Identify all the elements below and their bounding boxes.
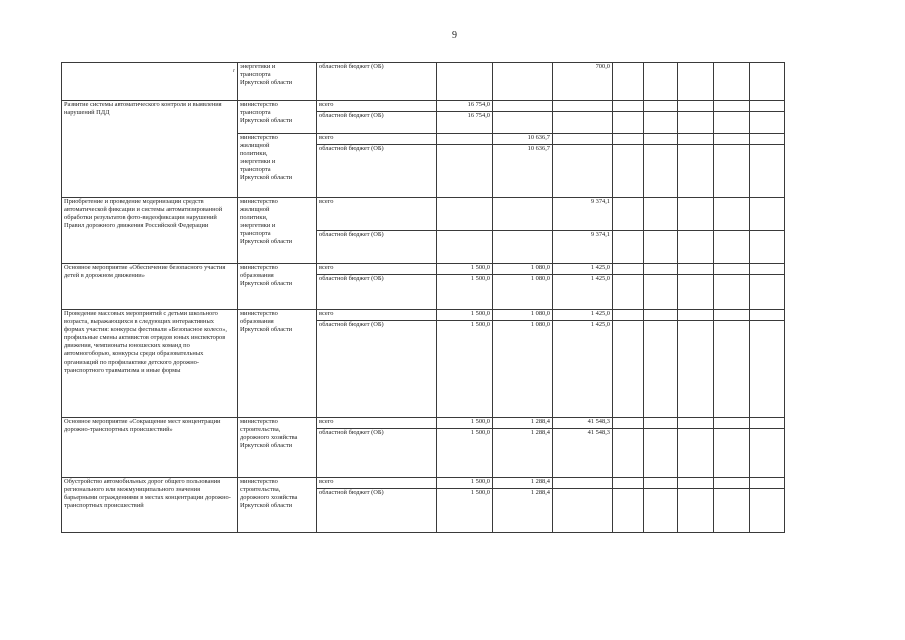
event-cell: Обустройство автомобильных дорог общего пользования регионального или межмуниципального значения барьерными ограждениями в местах концентрации дорожно-транспортных происшествий: [62, 478, 238, 533]
page-number: 9: [452, 30, 457, 41]
value-cell: 1 288,4: [493, 418, 553, 429]
value-cell: 1 500,0: [437, 275, 493, 310]
table-row: [62, 264, 785, 275]
empty-cell: [750, 310, 785, 321]
empty-cell: [678, 101, 714, 112]
empty-cell: [714, 321, 750, 418]
executor-cell: министерство жилищной политики, энергетики и транспорта Иркутской области: [238, 198, 317, 264]
value-cell: 1 500,0: [437, 310, 493, 321]
empty-cell: [644, 310, 678, 321]
empty-cell: [644, 321, 678, 418]
value-cell: [553, 101, 613, 112]
empty-cell: [678, 145, 714, 198]
value-cell: 9 374,1: [553, 198, 613, 231]
value-cell: [437, 231, 493, 264]
empty-cell: [678, 134, 714, 145]
value-cell: 1 500,0: [437, 429, 493, 478]
empty-cell: [613, 478, 644, 489]
executor-cell: министерство строительства, дорожного хозяйства Иркутской области: [238, 478, 317, 533]
empty-cell: [714, 101, 750, 112]
empty-cell: [613, 101, 644, 112]
source-cell: областной бюджет (ОБ): [317, 429, 437, 478]
empty-cell: [678, 321, 714, 418]
value-cell: [437, 134, 493, 145]
empty-cell: [750, 198, 785, 231]
value-cell: 1 500,0: [437, 478, 493, 489]
value-cell: [553, 489, 613, 533]
empty-cell: [644, 63, 678, 101]
executor-cell: министерство жилищной политики, энергетики и транспорта Иркутской области: [238, 134, 317, 198]
source-cell: всего: [317, 264, 437, 275]
value-cell: [493, 112, 553, 134]
empty-cell: [714, 231, 750, 264]
empty-cell: [613, 112, 644, 134]
source-cell: всего: [317, 134, 437, 145]
event-cell: Проведение массовых мероприятий с детьми школьного возраста, выражающихся в следующих интерактивных формах участия: конкурсы фестивали «Безопасное колесо», профильные смены активистов отрядов юных инспекторов движения, чемпионаты юношеских команд по автомногоборью, конкурсы среди образовательных организаций по профилактике детского дорожно-транспортного травматизма и иные формы: [62, 310, 238, 418]
executor-cell: министерство транспорта Иркутской области: [238, 101, 317, 134]
executor-cell: министерство образования Иркутской области: [238, 310, 317, 418]
empty-cell: [644, 112, 678, 134]
value-cell: 1 500,0: [437, 321, 493, 418]
table-row: [62, 310, 785, 321]
executor-cell: министерство образования Иркутской области: [238, 264, 317, 310]
value-cell: 1 288,4: [493, 489, 553, 533]
value-cell: 41 548,3: [553, 429, 613, 478]
value-cell: 1 500,0: [437, 489, 493, 533]
source-cell: областной бюджет (ОБ): [317, 145, 437, 198]
empty-cell: [678, 310, 714, 321]
source-cell: областной бюджет (ОБ): [317, 63, 437, 101]
source-cell: областной бюджет (ОБ): [317, 231, 437, 264]
value-cell: 1 080,0: [493, 275, 553, 310]
empty-cell: [613, 489, 644, 533]
empty-cell: [714, 112, 750, 134]
table-row: [62, 198, 785, 231]
event-cell: Основное мероприятие «Сокращение мест концентрации дорожно-транспортных происшествий»: [62, 418, 238, 478]
event-cell: Развитие системы автоматического контроля и выявления нарушений ПДД: [62, 101, 238, 198]
table-row: [62, 418, 785, 429]
empty-cell: [750, 489, 785, 533]
empty-cell: [750, 101, 785, 112]
source-cell: областной бюджет (ОБ): [317, 321, 437, 418]
empty-cell: [613, 134, 644, 145]
empty-cell: [714, 489, 750, 533]
value-cell: [553, 478, 613, 489]
value-cell: [437, 145, 493, 198]
empty-cell: [750, 63, 785, 101]
source-cell: всего: [317, 310, 437, 321]
event-cell: [62, 63, 238, 101]
executor-cell: энергетики и транспорта Иркутской области: [238, 63, 317, 101]
value-cell: [493, 101, 553, 112]
empty-cell: [613, 418, 644, 429]
empty-cell: [750, 418, 785, 429]
empty-cell: [678, 112, 714, 134]
empty-cell: [750, 264, 785, 275]
value-cell: 1 500,0: [437, 418, 493, 429]
value-cell: [437, 198, 493, 231]
empty-cell: [714, 63, 750, 101]
empty-cell: [714, 145, 750, 198]
empty-cell: [613, 264, 644, 275]
row-mark: г: [232, 69, 235, 74]
source-cell: всего: [317, 418, 437, 429]
value-cell: 1 425,0: [553, 321, 613, 418]
empty-cell: [678, 275, 714, 310]
source-cell: областной бюджет (ОБ): [317, 275, 437, 310]
value-cell: [493, 231, 553, 264]
event-cell: Основное мероприятие «Обеспечение безопасного участия детей в дорожном движении»: [62, 264, 238, 310]
value-cell: 1 425,0: [553, 264, 613, 275]
value-cell: 10 636,7: [493, 145, 553, 198]
empty-cell: [613, 231, 644, 264]
table-row: [62, 478, 785, 489]
source-cell: областной бюджет (ОБ): [317, 112, 437, 134]
value-cell: 700,0: [553, 63, 613, 101]
empty-cell: [678, 478, 714, 489]
value-cell: 9 374,1: [553, 231, 613, 264]
value-cell: 1 500,0: [437, 264, 493, 275]
budget-table: [61, 62, 785, 533]
value-cell: [437, 63, 493, 101]
empty-cell: [678, 63, 714, 101]
empty-cell: [678, 198, 714, 231]
value-cell: 1 288,4: [493, 478, 553, 489]
empty-cell: [613, 310, 644, 321]
empty-cell: [678, 429, 714, 478]
source-cell: областной бюджет (ОБ): [317, 489, 437, 533]
empty-cell: [644, 275, 678, 310]
empty-cell: [750, 321, 785, 418]
value-cell: [553, 112, 613, 134]
table-row: [62, 101, 785, 112]
value-cell: 1 080,0: [493, 321, 553, 418]
empty-cell: [644, 264, 678, 275]
value-cell: 1 425,0: [553, 275, 613, 310]
empty-cell: [644, 231, 678, 264]
source-cell: всего: [317, 478, 437, 489]
value-cell: 41 548,3: [553, 418, 613, 429]
empty-cell: [750, 134, 785, 145]
executor-cell: министерство строительства, дорожного хозяйства Иркутской области: [238, 418, 317, 478]
empty-cell: [714, 310, 750, 321]
empty-cell: [750, 478, 785, 489]
value-cell: 10 636,7: [493, 134, 553, 145]
empty-cell: [644, 418, 678, 429]
empty-cell: [714, 429, 750, 478]
empty-cell: [750, 429, 785, 478]
empty-cell: [644, 198, 678, 231]
empty-cell: [613, 198, 644, 231]
empty-cell: [714, 418, 750, 429]
empty-cell: [714, 264, 750, 275]
value-cell: [553, 145, 613, 198]
value-cell: 16 754,0: [437, 112, 493, 134]
empty-cell: [644, 429, 678, 478]
empty-cell: [644, 134, 678, 145]
empty-cell: [644, 478, 678, 489]
value-cell: 1 080,0: [493, 310, 553, 321]
value-cell: 1 080,0: [493, 264, 553, 275]
empty-cell: [613, 321, 644, 418]
empty-cell: [750, 145, 785, 198]
empty-cell: [613, 275, 644, 310]
event-cell: Приобретение и проведение модернизации средств автоматической фиксации и системы автоматизированной обработки результатов фото-видеофиксации нарушений Правил дорожного движения Российской Федерации: [62, 198, 238, 264]
empty-cell: [714, 478, 750, 489]
value-cell: [493, 198, 553, 231]
source-cell: всего: [317, 101, 437, 112]
empty-cell: [613, 63, 644, 101]
empty-cell: [644, 489, 678, 533]
empty-cell: [678, 231, 714, 264]
empty-cell: [678, 489, 714, 533]
empty-cell: [714, 198, 750, 231]
empty-cell: [750, 231, 785, 264]
empty-cell: [750, 112, 785, 134]
empty-cell: [644, 101, 678, 112]
value-cell: 1 288,4: [493, 429, 553, 478]
empty-cell: [714, 275, 750, 310]
empty-cell: [613, 429, 644, 478]
empty-cell: [714, 134, 750, 145]
table-row: [62, 63, 785, 101]
empty-cell: [750, 275, 785, 310]
value-cell: [553, 134, 613, 145]
empty-cell: [678, 264, 714, 275]
value-cell: [493, 63, 553, 101]
empty-cell: [678, 418, 714, 429]
empty-cell: [613, 145, 644, 198]
source-cell: всего: [317, 198, 437, 231]
empty-cell: [644, 145, 678, 198]
value-cell: 1 425,0: [553, 310, 613, 321]
value-cell: 16 754,0: [437, 101, 493, 112]
